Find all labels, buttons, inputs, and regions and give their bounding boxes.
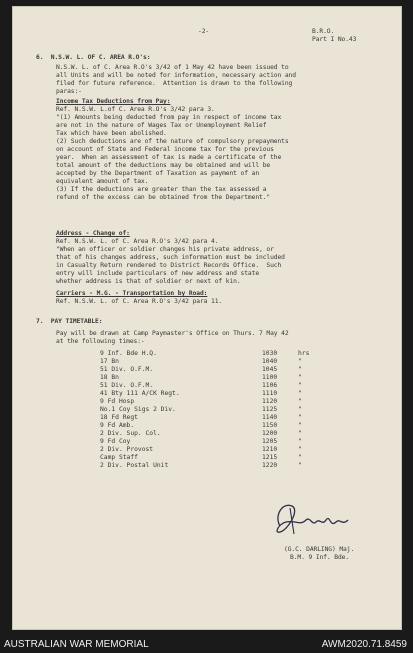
pay-unit: 51 Div. O.F.M.	[100, 382, 154, 389]
text-line: (3) If the deductions are greater than the tax assessed a	[56, 186, 267, 193]
pay-unit: 18 Fd Regt	[100, 414, 138, 421]
text-line: equivalent amount of tax.	[56, 178, 149, 185]
pay-time: 1045	[262, 366, 278, 373]
text-line: filed for future reference. Attention is drawn to the following	[56, 80, 293, 87]
text-line: (2) Such deductions are of the nature of compulsory prepayments	[56, 138, 289, 145]
section-7-title: 7. PAY TIMETABLE:	[36, 318, 103, 325]
table-row	[100, 430, 320, 437]
pay-time: 1210	[262, 446, 278, 453]
footer-accession: AWM2020.71.8459	[321, 639, 407, 650]
pay-time: 1200	[262, 430, 278, 437]
text-line: are not in the nature of Wages Tax or Unemployment Relief	[56, 122, 267, 129]
handwritten-signature	[270, 496, 360, 542]
table-row	[100, 350, 320, 357]
pay-unit: Camp Staff	[100, 454, 138, 461]
carriers-heading: Carriers - M.G. - Transportation by Road:	[56, 290, 208, 297]
pay-time: 1040	[262, 358, 278, 365]
pay-unit: 41 Bty 111 A/CK Regt.	[100, 390, 180, 397]
pay-time: 1030	[262, 350, 278, 357]
table-row	[100, 414, 320, 421]
pay-unit: 9 Fd Coy	[100, 438, 131, 445]
document-ref: B.R.O.	[312, 28, 335, 35]
table-row	[100, 358, 320, 365]
pay-unit: 51 Div. O.F.M.	[100, 366, 154, 373]
pay-mark: "	[298, 406, 302, 413]
table-row	[100, 398, 320, 405]
archive-footer	[0, 636, 413, 653]
table-row	[100, 462, 320, 469]
text-line: year. When an assessment of tax is made a certificate of the	[56, 154, 282, 161]
pay-mark: "	[298, 382, 302, 389]
text-line: "(1) Amounts being deducted from pay in respect of income tax	[56, 114, 282, 121]
income-tax-heading: Income Tax Deductions from Pay:	[56, 98, 171, 105]
text-line: refund of the excess can be obtained from the Department."	[56, 194, 271, 201]
pay-time: 1215	[262, 454, 278, 461]
footer-institution: AUSTRALIAN WAR MEMORIAL	[4, 639, 149, 650]
table-row	[100, 454, 320, 461]
pay-mark: "	[298, 446, 302, 453]
table-row	[100, 382, 320, 389]
text-line: in Casualty Return rendered to District Records Office. Such	[56, 262, 282, 269]
table-row	[100, 366, 320, 373]
table-row	[100, 438, 320, 445]
pay-mark: "	[298, 366, 302, 373]
document-page	[12, 6, 402, 630]
pay-unit: 2 Div. Postal Unit	[100, 462, 169, 469]
pay-unit: 9 Inf. Bde H.Q.	[100, 350, 157, 357]
pay-mark: "	[298, 358, 302, 365]
text-line: N.S.W. L. of C. Area R.O's 3/42 of 1 May 42 have been issued to	[56, 64, 289, 71]
pay-mark: "	[298, 398, 302, 405]
table-row	[100, 374, 320, 381]
pay-time: 1220	[262, 462, 278, 469]
address-ref: Ref. N.S.W. L. of C. Area R.O's 3/42 para 4.	[56, 238, 219, 245]
pay-time: 1120	[262, 398, 278, 405]
address-heading: Address - Change of:	[56, 230, 130, 237]
pay-unit: 2 Div. Provost	[100, 446, 154, 453]
text-line: Tax which have been abolished.	[56, 130, 167, 137]
pay-unit: 18 Bn	[100, 374, 119, 381]
pay-mark: "	[298, 414, 302, 421]
pay-mark: "	[298, 454, 302, 461]
pay-unit: 2 Div. Sup. Col.	[100, 430, 161, 437]
table-row	[100, 422, 320, 429]
section-6-title: 6. N.S.W. L. OF C. AREA R.O's:	[36, 54, 151, 61]
text-line: paras:-	[56, 88, 82, 95]
text-line: entry will include particulars of new address and state	[56, 270, 260, 277]
text-line: that of his changes address, such information must be included	[56, 254, 285, 261]
pay-time: 1205	[262, 438, 278, 445]
pay-mark: "	[298, 430, 302, 437]
pay-time: 1125	[262, 406, 278, 413]
pay-time: 1106	[262, 382, 278, 389]
pay-unit: 9 Fd Amb.	[100, 422, 135, 429]
pay-mark: "	[298, 390, 302, 397]
pay-mark: "	[298, 438, 302, 445]
table-row	[100, 446, 320, 453]
pay-mark: "	[298, 462, 302, 469]
pay-unit: No.1 Coy Sigs 2 Div.	[100, 406, 176, 413]
pay-mark: hrs	[298, 350, 310, 357]
part-number: Part I No.43	[312, 36, 357, 43]
pay-unit: 17 Bn	[100, 358, 119, 365]
signoff-role: B.M. 9 Inf. Bde.	[290, 554, 350, 561]
pay-mark: "	[298, 374, 302, 381]
pay-time: 1100	[262, 374, 278, 381]
pay-mark: "	[298, 422, 302, 429]
text-line: accepted by the Department of Taxation as payment of an	[56, 170, 260, 177]
text-line: Pay will be drawn at Camp Paymaster's Office on Thurs. 7 May 42	[56, 330, 289, 337]
table-row	[100, 390, 320, 397]
page-number: -2-	[198, 28, 210, 35]
text-line: "When an officer or soldier changes his private address, or	[56, 246, 274, 253]
pay-unit: 9 Fd Hosp	[100, 398, 135, 405]
pay-time: 1140	[262, 414, 278, 421]
text-line: on account of State and Federal income tax for the previous	[56, 146, 274, 153]
carriers-ref: Ref. N.S.W. L. of C. Area R.O's 3/42 para 11.	[56, 298, 223, 305]
text-line: whether address is that of soldier or next of kin.	[56, 278, 241, 285]
signoff-name: (G.C. DARLING) Maj.	[284, 546, 355, 553]
text-line: total amount of the deductions may be obtained and will be	[56, 162, 271, 169]
pay-time: 1110	[262, 390, 278, 397]
pay-time: 1150	[262, 422, 278, 429]
text-line: at the following times:-	[56, 338, 145, 345]
income-tax-ref: Ref. N.S.W. L.of C. Area R.O's 3/42 para 3.	[56, 106, 215, 113]
text-line: all Units and will be noted for information, necessary action and	[56, 72, 296, 79]
table-row	[100, 406, 320, 413]
